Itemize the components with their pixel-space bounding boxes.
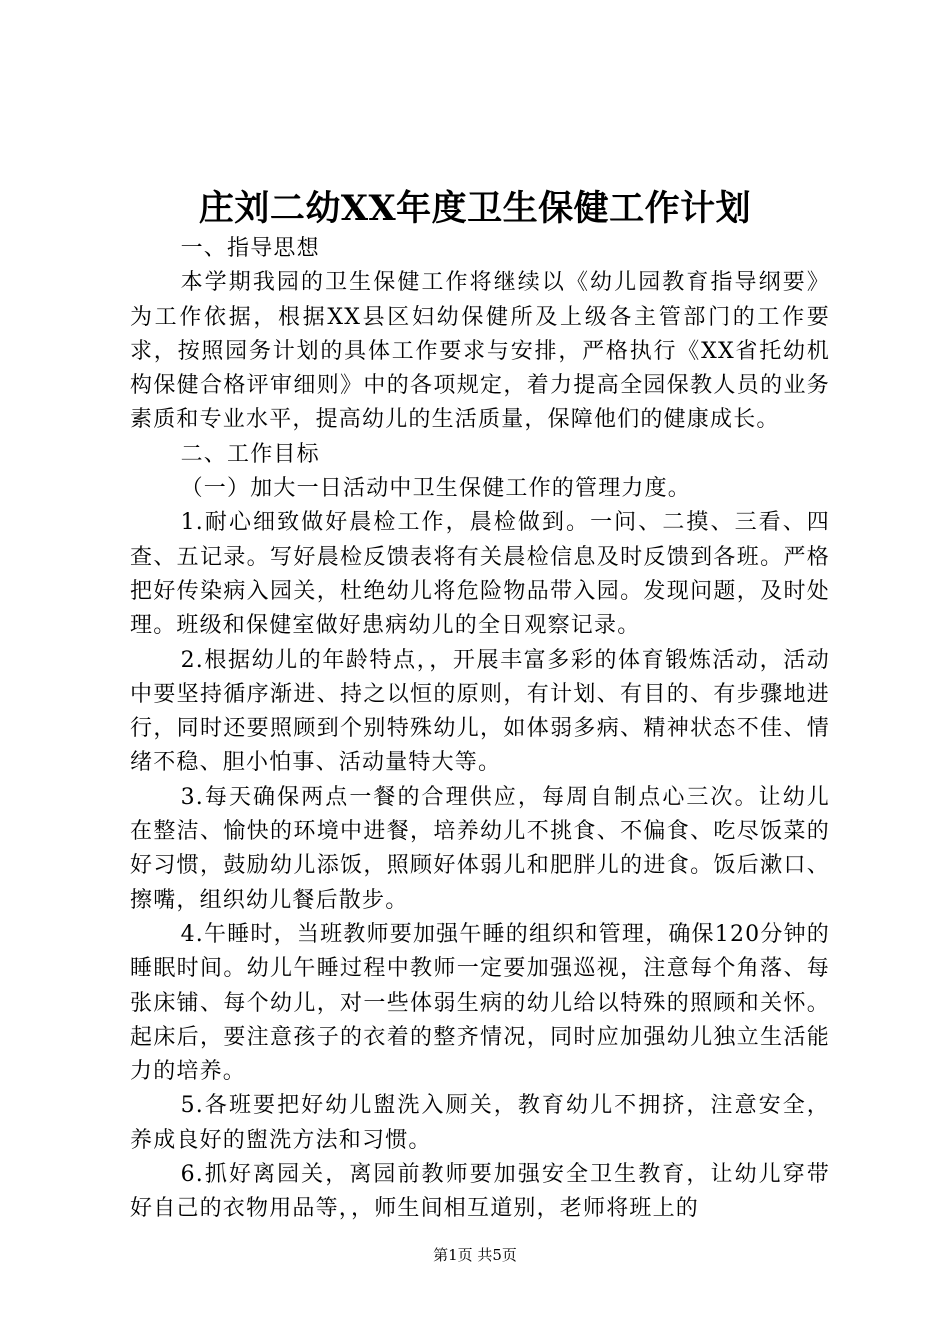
list-item-washing: 5.各班要把好幼儿盥洗入厕关，教育幼儿不拥挤，注意安全，养成良好的盥洗方法和习惯。 [130,1093,830,1153]
list-item-physical-exercise: 2.根据幼儿的年龄特点，，开展丰富多彩的体育锻炼活动，活动中要坚持循序渐进、持之以恒的原则，有计划、有目的、有步骤地进行，同时还要照顾到个别特殊幼儿，如体弱多病、精神状态不佳、情绪不稳、胆小怕事、活动量特大等。 [130,647,830,776]
paragraph-guiding-thought: 本学期我园的卫生保健工作将继续以《幼儿园教育指导纲要》为工作依据，根据XX县区妇幼保健所及上级各主管部门的工作要求，按照园务计划的具体工作要求与安排，严格执行《XX省托幼机构保健合格评审细则》中的各项规定，着力提高全园保教人员的业务素质和专业水平，提高幼儿的生活质量，保障他们的健康成长。 [130,270,830,433]
document-title: 庄刘二幼XX年度卫生保健工作计划 [198,188,752,229]
list-item-meals: 3.每天确保两点一餐的合理供应，每周自制点心三次。让幼儿在整洁、愉快的环境中进餐，培养幼儿不挑食、不偏食、吃尽饭菜的好习惯，鼓励幼儿添饭，照顾好体弱儿和肥胖儿的进食。饭后漱口、擦嘴，组织幼儿餐后散步。 [130,784,830,913]
list-item-nap-time: 4.午睡时，当班教师要加强午睡的组织和管理，确保120分钟的睡眠时间。幼儿午睡过程中教师一定要加强巡视，注意每个角落、每张床铺、每个幼儿，对一些体弱生病的幼儿给以特殊的照顾和关怀。起床后，要注意孩子的衣着的整齐情况，同时应加强幼儿独立生活能力的培养。 [130,921,830,1085]
page-number-footer: 第1页 共5页 [433,1246,517,1264]
document-body [130,232,830,1227]
section-heading-guiding-thought: 一、指导思想 [180,236,320,261]
subsection-heading-daily-management: （一）加大一日活动中卫生保健工作的管理力度。 [180,476,691,502]
list-item-leaving: 6.抓好离园关，离园前教师要加强安全卫生教育，让幼儿穿带好自己的衣物用品等，，师生间相互道别，老师将班上的 [130,1162,830,1222]
list-item-morning-check: 1.耐心细致做好晨检工作，晨检做到。一问、二摸、三看、四查、五记录。写好晨检反馈表将有关晨检信息及时反馈到各班。严格把好传染病入园关，杜绝幼儿将危险物品带入园。发现问题，及时处理。班级和保健室做好患病幼儿的全日观察记录。 [130,510,830,639]
section-heading-work-goals: 二、工作目标 [180,441,320,467]
